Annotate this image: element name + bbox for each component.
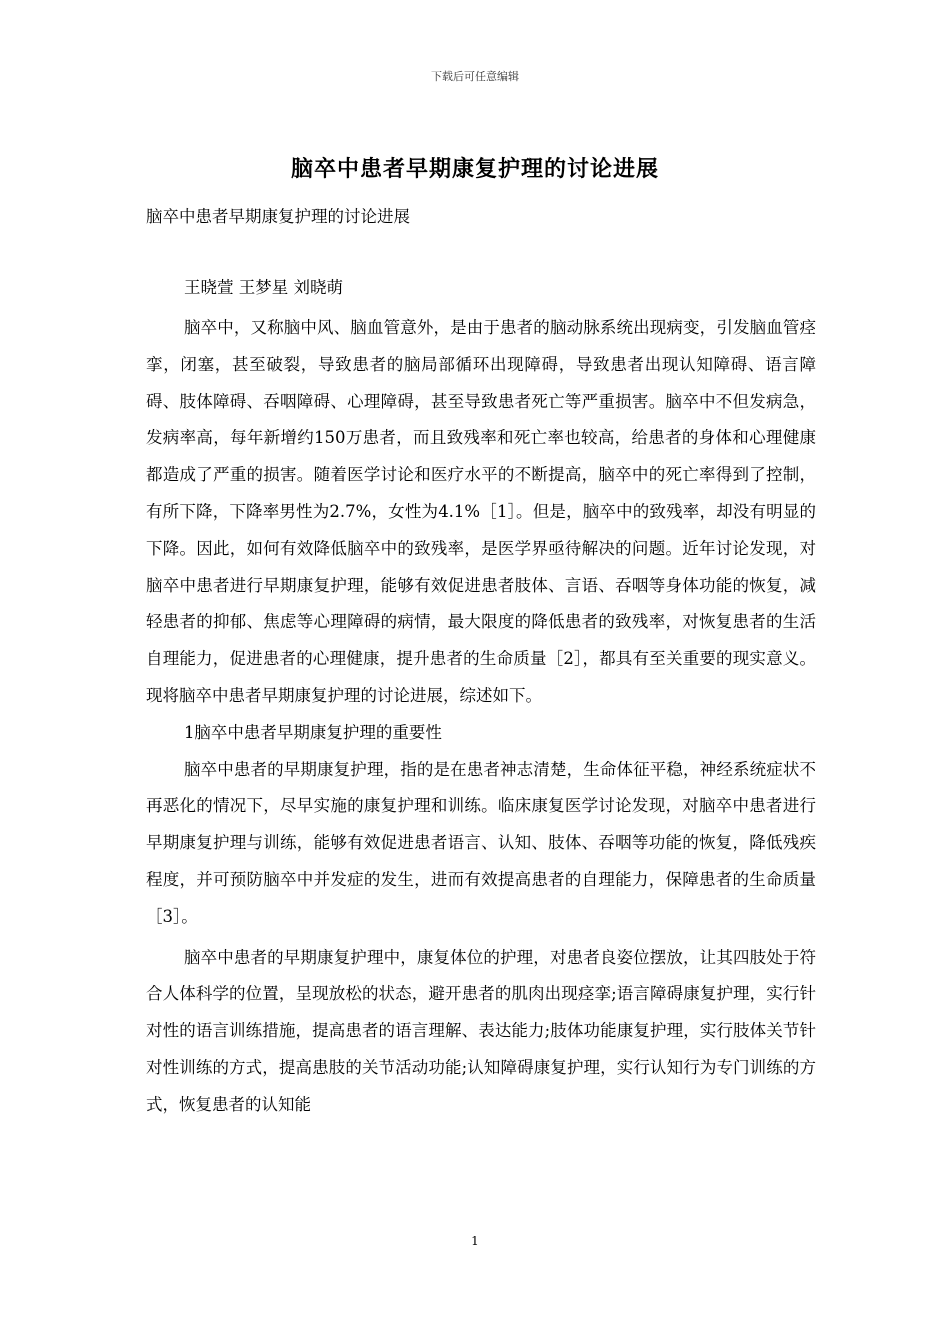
authors-line: 王晓萱 王梦星 刘晓萌 <box>184 278 343 297</box>
document-subtitle: 脑卒中患者早期康复护理的讨论进展 <box>146 207 410 226</box>
paragraph-intro: 脑卒中，又称脑中风、脑血管意外，是由于患者的脑动脉系统出现病变，引发脑血管痉挛，闭塞，甚至破裂，导致患者的脑局部循环出现障碍，导致患者出现认知障碍、语言障碍、肢体障碍、吞咽障碍、心理障碍，甚至导致患者死亡等严重损害。脑卒中不但发病急，发病率高，每年新增约150万患者，而且致残率和死亡率也较高，给患者的身体和心理健康都造成了严重的损害。随着医学讨论和医疗水平的不断提高，脑卒中的死亡率得到了控制，有所下降，下降率男性为2.7%，女性为4.1%［1］。但是，脑卒中的致残率，却没有明显的下降。因此，如何有效降低脑卒中的致残率，是医学界亟待解决的问题。近年讨论发现，对脑卒中患者进行早期康复护理，能够有效促进患者肢体、言语、吞咽等身体功能的恢复，减轻患者的抑郁、焦虑等心理障碍的病情，最大限度的降低患者的致残率，对恢复患者的生活自理能力，促进患者的心理健康，提升患者的生命质量［2］，都具有至关重要的现实意义。现将脑卒中患者早期康复护理的讨论进展，综述如下。 <box>146 318 816 705</box>
body-text <box>146 310 816 1124</box>
page-number: 1 <box>471 1234 479 1248</box>
paragraph-definition: 脑卒中患者的早期康复护理，指的是在患者神志清楚，生命体征平稳，神经系统症状不再恶化的情况下，尽早实施的康复护理和训练。临床康复医学讨论发现，对脑卒中患者进行早期康复护理与训练，能够有效促进患者语言、认知、肢体、吞咽等功能的恢复，降低残疾程度，并可预防脑卒中并发症的发生，进而有效提高患者的自理能力，保障患者的生命质量［3］。 <box>146 759 816 926</box>
header-note: 下载后可任意编辑 <box>431 70 519 83</box>
paragraph-nursing-content: 脑卒中患者的早期康复护理中，康复体位的护理，对患者良姿位摆放，让其四肢处于符合人体科学的位置，呈现放松的状态，避开患者的肌肉出现痉挛;语言障碍康复护理，实行针对性的语言训练措施，提高患者的语言理解、表达能力;肢体功能康复护理，实行肢体关节针对性训练的方式，提高患肢的关节活动功能;认知障碍康复护理，实行认知行为专门训练的方式，恢复患者的认知能 <box>146 947 816 1114</box>
document-title: 脑卒中患者早期康复护理的讨论进展 <box>290 156 659 182</box>
section-heading: 1脑卒中患者早期康复护理的重要性 <box>183 722 442 742</box>
